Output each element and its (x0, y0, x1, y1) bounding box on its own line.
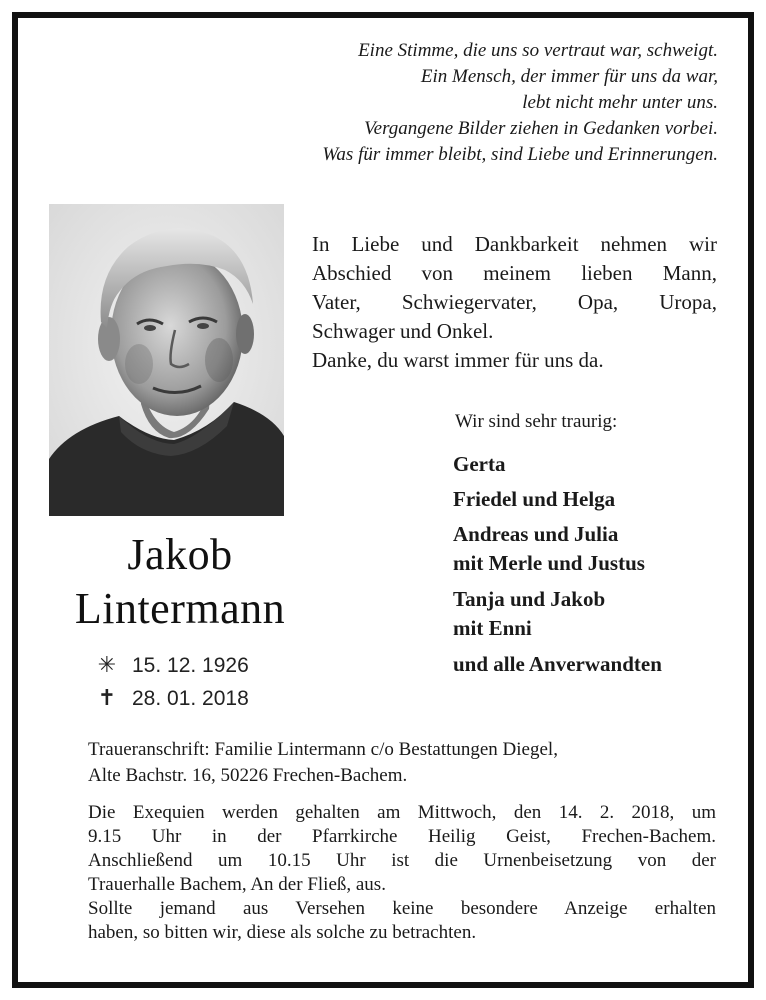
death-date-line (92, 685, 249, 712)
poem (158, 38, 718, 168)
farewell-line: Abschied von meinem lieben Mann, (312, 261, 717, 285)
service-details (88, 801, 716, 945)
mourner-name: mit Enni (453, 616, 532, 640)
mourner-name: Andreas und Julia (453, 522, 619, 546)
farewell-line: Vater, Schwiegervater, Opa, Uropa, (312, 290, 717, 314)
poem-line: Eine Stimme, die uns so vertraut war, schweigt. (358, 40, 718, 61)
birth-date: 15. 12. 1926 (132, 654, 249, 677)
farewell-line: Danke, du warst immer für uns da. (312, 348, 604, 372)
address-line: Alte Bachstr. 16, 50226 Frechen-Bachem. (88, 765, 408, 786)
mourner-name: Friedel und Helga (453, 487, 616, 511)
mourning-address (88, 737, 728, 789)
service-line: Trauerhalle Bachem, An der Fließ, aus. (88, 874, 386, 895)
death-cross-icon: ✝ (97, 685, 117, 710)
service-line: Die Exequien werden gehalten am Mittwoch, den 14. 2. 2018, um (88, 802, 716, 823)
poem-line: Vergangene Bilder ziehen in Gedanken vorbei. (364, 118, 718, 139)
deceased-last-name: Lintermann (74, 584, 286, 633)
farewell-line: In Liebe und Dankbarkeit nehmen wir (312, 232, 717, 256)
poem-line: lebt nicht mehr unter uns. (522, 92, 718, 113)
mourner-name: mit Merle und Justus (453, 551, 645, 575)
farewell-line: Schwager und Onkel. (312, 319, 494, 343)
service-line: 9.15 Uhr in der Pfarrkirche Heilig Geist, Frechen-Bachem. (88, 826, 716, 847)
service-line: Anschließend um 10.15 Uhr ist die Urnenbeisetzung von der (88, 850, 716, 871)
service-line: haben, so bitten wir, diese als solche zu betrachten. (88, 922, 477, 943)
mourner-name: und alle Anverwandten (453, 652, 662, 676)
birth-star-icon: ✳ (97, 652, 117, 677)
deceased-first-name: Jakob (127, 530, 233, 579)
mourners-intro: Wir sind sehr traurig: (455, 411, 618, 432)
mourner-name: Tanja und Jakob (453, 587, 606, 611)
poem-line: Ein Mensch, der immer für uns da war, (420, 66, 718, 87)
death-date: 28. 01. 2018 (132, 687, 249, 710)
mourner-name: Gerta (453, 452, 506, 476)
address-line: Traueranschrift: Familie Lintermann c/o Bestattungen Diegel, (88, 739, 558, 760)
portrait-photo (49, 204, 284, 516)
poem-line: Was für immer bleibt, sind Liebe und Erinnerungen. (322, 144, 718, 165)
farewell-text (312, 230, 717, 375)
birth-date-line (92, 652, 249, 679)
service-line: Sollte jemand aus Versehen keine besondere Anzeige erhalten (88, 898, 716, 919)
